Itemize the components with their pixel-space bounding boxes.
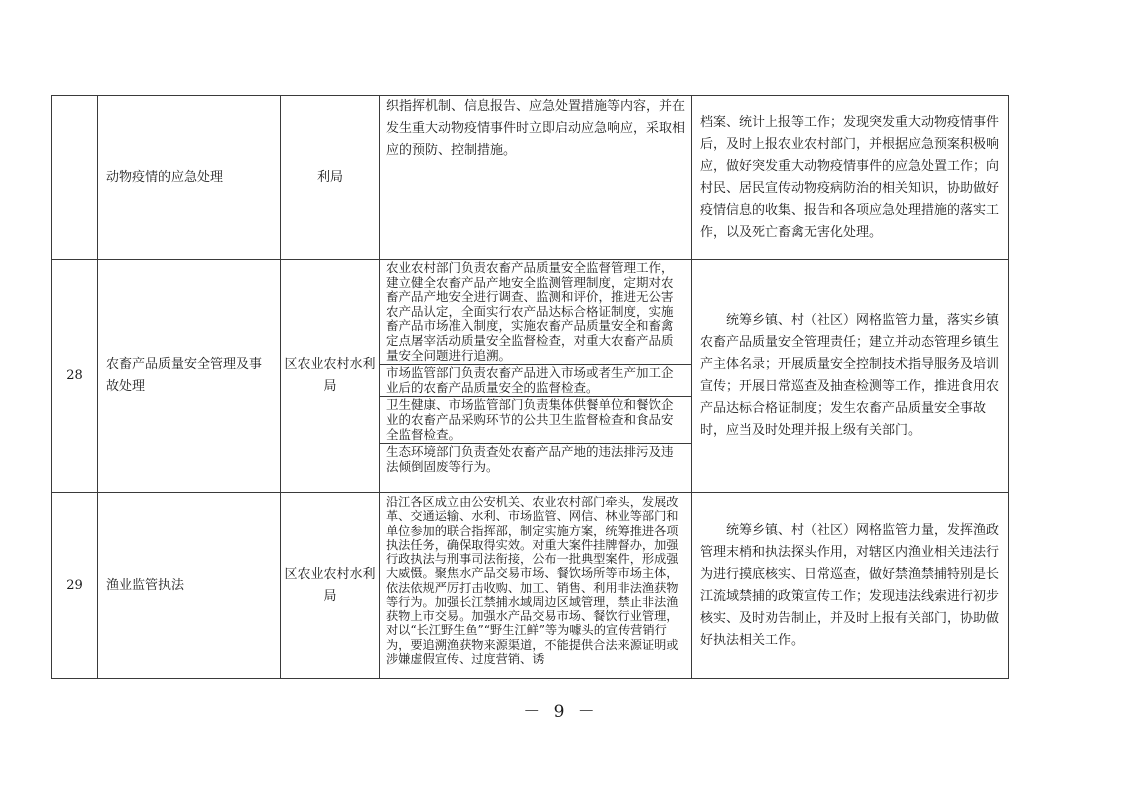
- item-name: 动物疫情的应急处理: [98, 96, 281, 260]
- row-number: 28: [52, 260, 98, 493]
- responsibility-text: 生态环境部门负责查处农畜产品产地的违法排污及违法倾倒固废等行为。: [380, 443, 691, 475]
- department-responsibilities: [380, 493, 692, 679]
- department-responsibilities: [380, 96, 692, 260]
- table-row: [52, 493, 1009, 679]
- responsibility-text: 沿江各区成立由公安机关、农业农村部门牵头，发展改革、交通运输、水利、市场监管、网信、林业等部门和单位参加的联合指挥部，制定实施方案，统筹推进各项执法任务，确保取得实效。对重大案件挂牌督办，加强行政执法与刑事司法衔接，公布一批典型案件，形成强大威慑。聚焦水产品交易市场、餐饮场所等市场主体，依法依规严厉打击收购、加工、销售、利用非法渔获物等行为。加强长江禁捕水域周边区域管理，禁止非法渔获物上市交易。加强水产品交易市场、餐饮行业管理，对以“长江野生鱼”“野生江鲜”等为噱头的宣传营销行为，要追溯渔获物来源渠道，不能提供合法来源证明或涉嫌虚假宣传、过度营销、诱: [386, 495, 679, 666]
- page-number: － 9 －: [523, 702, 599, 722]
- item-name: 渔业监管执法: [98, 493, 281, 679]
- responsibility-text: 卫生健康、市场监管部门负责集体供餐单位和餐饮企业的农畜产品采购环节的公共卫生监督检查和食品安全监督检查。: [380, 396, 691, 443]
- township-duty: 档案、统计上报等工作；发现突发重大动物疫情事件后，及时上报农业农村部门，并根据应急预案积极响应，做好突发重大动物疫情事件的应急处置工作；向村民、居民宣传动物疫病防治的相关知识，协助做好疫情信息的收集、报告和各项应急处理措施的落实工作，以及死亡畜禽无害化处理。: [692, 96, 1009, 260]
- table-row: [52, 260, 1009, 493]
- township-duty: 统筹乡镇、村（社区）网格监管力量，发挥渔政管理末梢和执法探头作用，对辖区内渔业相关违法行为进行摸底核实、日常巡查，做好禁渔禁捕特别是长江流域禁捕的政策宣传工作；发现违法线索进行初步核实、及时劝告制止，并及时上报有关部门，协助做好执法相关工作。: [692, 493, 1009, 679]
- lead-department: 区农业农村水利局: [281, 260, 380, 493]
- table-row: [52, 96, 1009, 260]
- item-name: 农畜产品质量安全管理及事故处理: [98, 260, 281, 493]
- department-responsibilities: [380, 260, 692, 493]
- responsibility-table: [51, 95, 1009, 679]
- row-number: [52, 96, 98, 260]
- responsibility-text: 市场监管部门负责农畜产品进入市场或者生产加工企业后的农畜产品质量安全的监督检查。: [380, 364, 691, 396]
- row-number: 29: [52, 493, 98, 679]
- lead-department: 利局: [281, 96, 380, 260]
- lead-department: 区农业农村水利局: [281, 493, 380, 679]
- responsibility-text: 织指挥机制、信息报告、应急处置措施等内容，并在发生重大动物疫情事件时立即启动应急响应，采取相应的预防、控制措施。: [386, 99, 686, 158]
- township-duty: 统筹乡镇、村（社区）网格监管力量，落实乡镇农畜产品质量安全管理责任；建立并动态管理乡镇生产主体名录；开展质量安全控制技术指导服务及培训宣传；开展日常巡查及抽查检测等工作，推进食用农产品达标合格证制度；发生农畜产品质量安全事故时，应当及时处理并报上级有关部门。: [692, 260, 1009, 493]
- responsibility-text: 农业农村部门负责农畜产品质量安全监督管理工作，建立健全农畜产品产地安全监测管理制度，定期对农畜产品产地安全进行调查、监测和评价，推进无公害农产品认定，全面实行农产品达标合格证制度，实施畜产品市场准入制度，实施农畜产品质量安全和畜禽定点屠宰活动质量安全监督检查，对重大农畜产品质量安全问题进行追溯。: [386, 260, 674, 363]
